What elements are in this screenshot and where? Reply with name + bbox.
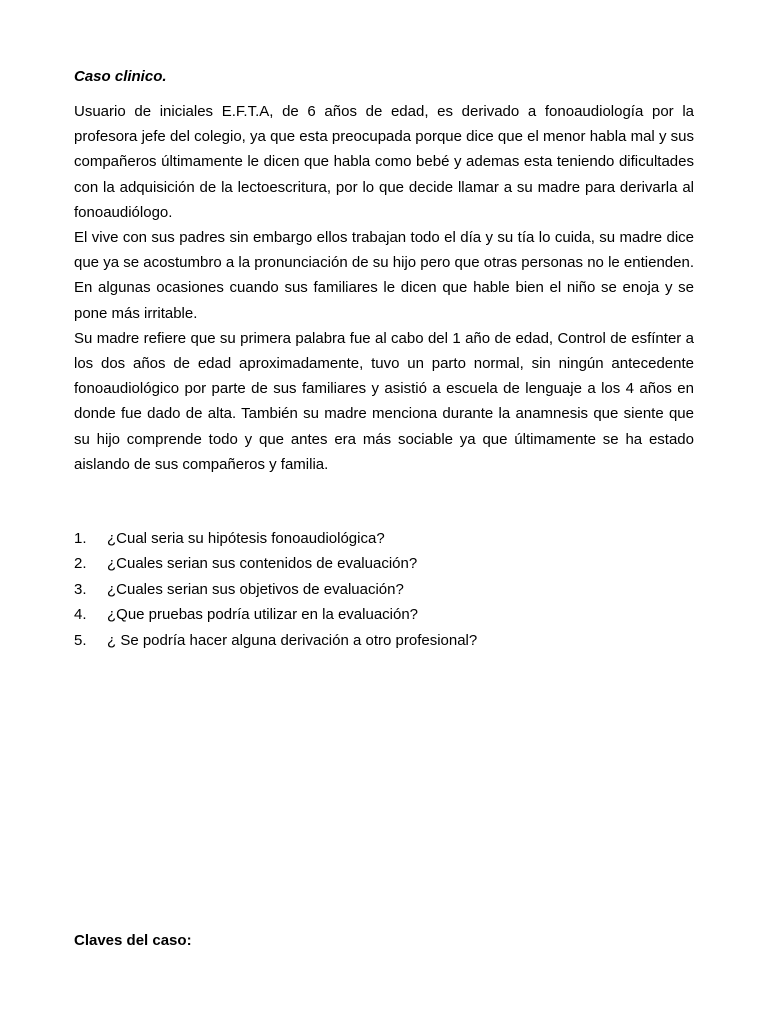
question-item (74, 628, 694, 653)
paragraph-family-context: El vive con sus padres sin embargo ellos trabajan todo el día y su tía lo cuida, su madre dice que ya se acostumbro a la pronunciación de su hijo pero que otras personas no le entienden. En algunas ocasiones cuando sus familiares le dicen que hable bien el niño se enoja y se pone más irritable. (74, 229, 694, 322)
paragraph-history: Su madre refiere que su primera palabra fue al cabo del 1 año de edad, Control de esfínter a los dos años de edad aproximadamente, tuvo un parto normal, sin ningún antecedente fonoaudiológico por parte de sus familiares y asistió a escuela de lenguaje a los 4 años en donde fue dado de alta. También su madre menciona durante la anamnesis que siente que su hijo comprende todo y que antes era más sociable ya que últimamente se ha estado aislando de sus compañeros y familia. (74, 329, 694, 473)
question-text: ¿Que pruebas podría utilizar en la evaluación? (107, 606, 419, 624)
question-number: 1. (74, 530, 87, 547)
paragraph-referral: Usuario de iniciales E.F.T.A, de 6 años de edad, es derivado a fonoaudiología por la profesora jefe del colegio, ya que esta preocupada porque dice que el menor habla mal y sus compañeros últimamente le dicen que habla como bebé y ademas esta teniendo dificultades con la adquisición de la lectoescritura, por lo que decide llamar a su madre para derivarla al fonoaudiólogo. (74, 103, 694, 221)
question-text: ¿Cuales serian sus contenidos de evaluación? (107, 555, 418, 573)
question-number: 3. (74, 580, 87, 598)
case-title: Caso clinico. (74, 68, 167, 85)
case-description (74, 99, 694, 477)
question-item (74, 602, 694, 627)
question-item (74, 577, 694, 602)
question-list (74, 526, 694, 653)
question-text: ¿ Se podría hacer alguna derivación a otro profesional? (107, 631, 478, 649)
case-keys-heading: Claves del caso: (74, 932, 192, 949)
question-item (74, 526, 694, 551)
question-number: 5. (74, 631, 87, 649)
question-number: 4. (74, 606, 87, 624)
question-text: ¿Cuales serian sus objetivos de evaluación? (107, 580, 404, 598)
question-item (74, 551, 694, 576)
question-number: 2. (74, 555, 87, 573)
question-text: ¿Cual seria su hipótesis fonoaudiológica? (107, 530, 385, 547)
